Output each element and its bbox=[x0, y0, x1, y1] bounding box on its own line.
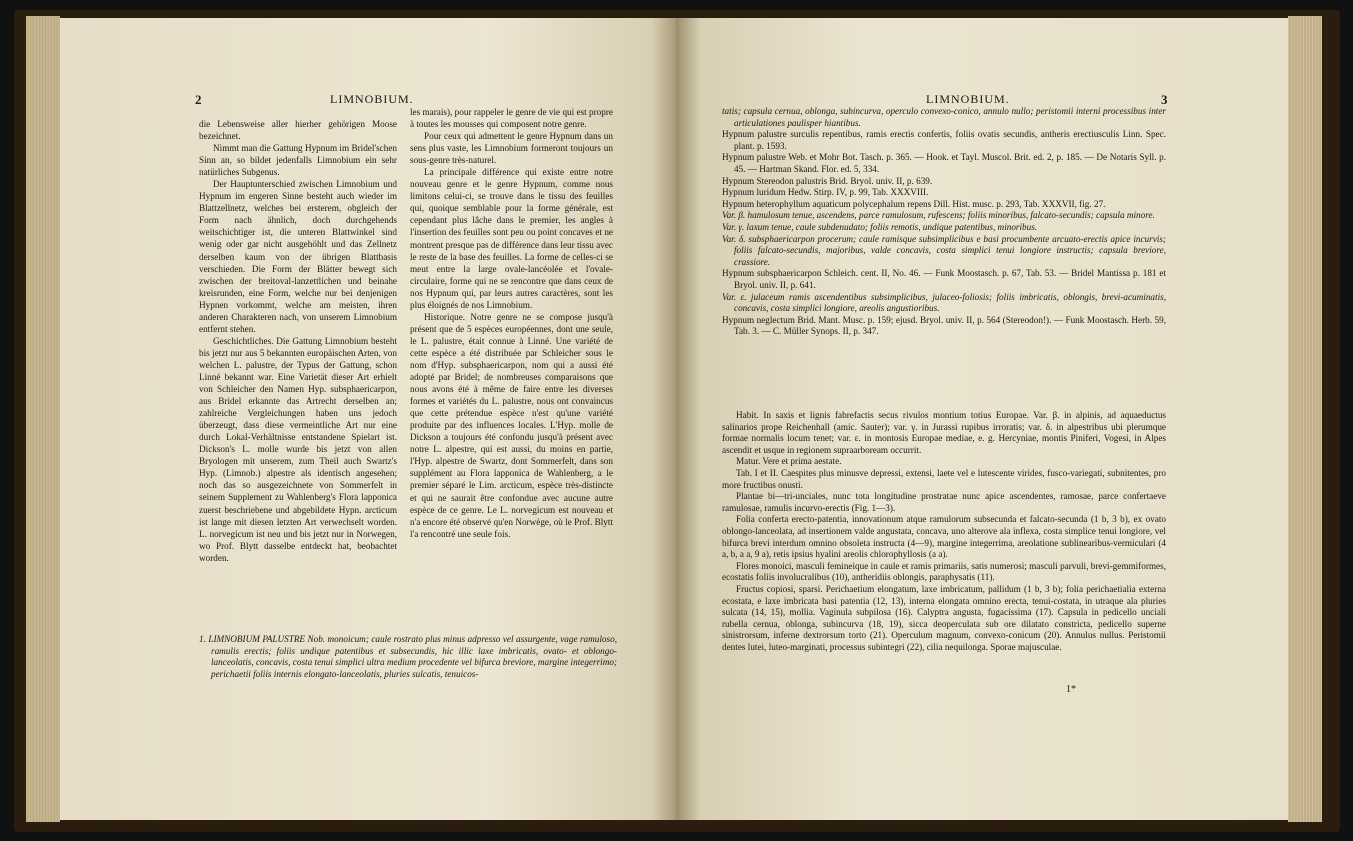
synonym-line: Hypnum palustre Web. et Mohr Bot. Tasch. p. 365. — Hook. et Tayl. Muscol. Brit. ed. 2, p. 185. — De Notaris Syll. p. 45. — Hartman Skand. Flor. ed. 5, 334. bbox=[722, 152, 1166, 174]
french-column bbox=[410, 106, 613, 540]
page-edges-left bbox=[26, 16, 60, 822]
paragraph: Der Hauptunterschied zwischen Limnobium und Hypnum im engeren Sinne besteht auch wieder im Blattzellnetz, welches bei ersterem, obgleich der Form nach ähnlich, doch durchgehends weitschichtiger ist, die unteren Blattwinkel sind wenig oder gar nicht ausgehöhlt und das Zellnetz derselben kaum von der übrigen Blattbasis verschieden. Die Form der Blätter bewegt sich zwischen der breitoval-lanzettlichen und beinahe kreisrunden, eine Form, welche nur bei denjenigen Hypnen vorkommt, welche am meisten, ihren anderen Charakteren nach, von unserem Limnobium entfernt stehen. bbox=[199, 179, 397, 334]
variety-line: Var. δ. subsphaericarpon procerum; caule ramisque subsimplicibus e basi procumbente arcuato-erectis apice incurvis; foliis falcato-secundis, majoribus, valde concavis, costa simplici tenui longiore instructis; capsula breviore, crassiore. bbox=[722, 233, 1166, 267]
synonym-line: Hypnum Stereodon palustris Brid. Bryol. univ. II, p. 639. bbox=[722, 175, 933, 186]
synonymy-block bbox=[722, 106, 1166, 338]
paragraph: La principale différence qui existe entre notre nouveau genre et le genre Hypnum, comme nous limitons celui-ci, se trouve dans le tissu des feuilles qui, quoique semblable pour la forme générale, est cependant plus lâche dans le premier, les angles à l'insertion des feuilles sont peu ou point concaves et ne montrent presque pas de différence dans leur tissu avec le reste de la base des feuilles. La forme de celles-ci se meut entre la large ovale-lancéolée et l'ovale-circulaire, forme qui ne se rencontre que dans ceux de nos Hypnum qui, par leurs autres caractères, sont les plus éloignés de nos Limnobium. bbox=[410, 167, 613, 310]
paragraph: Folia conferta erecto-patentia, innovationum atque ramulorum subsecunda et falcato-secunda (1 b, 3 b), ex ovato oblongo-lanceolata, ad insertionem valde angustata, concava, uno alterove ala inflexa, costa simplice tenui longiore, vel bifurca brevi interdum omnino obsoleta instructa (4—9), margine integerrima, areolatione sublinearibus-vermiculari (4 a, b, a a, 9 a), retis ipsius hyalini areolis chlorophyllosis (a a). bbox=[722, 514, 1166, 560]
paragraph: die Lebensweise aller hierher gehörigen Moose bezeichnet. bbox=[199, 119, 397, 142]
paragraph: Nimmt man die Gattung Hypnum im Bridel'schen Sinn an, so bildet jedenfalls Limnobium ein sehr natürliches Subgenus. bbox=[199, 143, 397, 178]
signature-mark: 1* bbox=[1066, 684, 1076, 695]
paragraph: Plantae bi—tri-unciales, nunc tota longitudine prostratae nunc apice ascendentes, ramosae, parce confertaeve ramulosae, ramulis incurvo-erectis (Fig. 1—3). bbox=[722, 491, 1166, 513]
german-column bbox=[199, 118, 397, 564]
paragraph: Fructus copiosi, sparsi. Perichaetium elongatum, laxe imbricatum, pallidum (1 b, 3 b); folia perichaetialia externa ecostata, e laxe imbricata basi patentia (12, 13), interna elongata omnino erecta, tenui-costata, in utraque ala pluries sulcata (14, 15), mollia. Vaginula subpilosa (16). Calyptra angusta, fugacissima (17). Capsula in pedicello unciali rubella cernua, oblonga, subincurva (18, 19), sicca deoperculata sub ore dilatato constricta, pedicello superne sinistrorsum, inferne dextrorsum torto (21). Operculum magnum, convexo-conicum (20). Annulus nullus. Peristomii dentes lutei, luteo-marginati, processus subintegri (22), cilia nequilonga. Sporae majusculae. bbox=[722, 583, 1166, 652]
page-number-right: 3 bbox=[1161, 92, 1168, 107]
synonym-line: Hypnum palustre surculis repentibus, ramis erectis confertis, foliis ovatis secundis, antheris erectiusculis Linn. Spec. plant. p. 1593. bbox=[722, 129, 1166, 151]
paragraph: Geschichtliches. Die Gattung Limnobium besteht bis jetzt nur aus 5 bekannten europäischen Arten, von welchen L. palustre, der Typus der Gattung, schon Linné bekannt war. Eine Varietät dieser Art erhielt von Schleicher den Namen Hyp. subsphaericarpon, aus Bridel erkannte das Artrecht derselben an; zahlreiche Vergleichungen haben uns jedoch überzeugt, dass diese vermeintliche Art nur eine durch Lokal-Verhältnisse entstandene Spielart ist. Dickson's L. molle wurde bis jetzt von allen Bryologen mit unserem, zum Theil auch Swartz's Hyp. (Limnob.) alpestre als identisch angesehen; noch das so ausgezeichnete von Sommerfelt in seinem Supplement zu Wahlenberg's Flora lapponica zuerst beschriebene und abgebildete Hypn. arcticum ist lange mit diesen letzten Art verwechselt worden. L. norvegicum ist neu und bis jetzt nur in Norwegen, wo Prof. Blytt dasselbe entdeckt hat, beobachtet worden. bbox=[199, 335, 397, 563]
right-page bbox=[676, 18, 1288, 820]
page-edges-right bbox=[1288, 16, 1322, 822]
paragraph: Pour ceux qui admettent le genre Hypnum dans un sens plus vaste, les Limnobium formeront toujours un sous-genre très-naturel. bbox=[410, 131, 613, 166]
running-head-left: LIMNOBIUM. bbox=[330, 92, 414, 106]
paragraph: Tab. I et II. Caespites plus minusve depressi, extensi, laete vel e lutescente virides, fusco-variegati, subnitentes, pro more fructibus onusti. bbox=[722, 467, 1166, 490]
synonym-line: Hypnum heterophyllum aquaticum polycephalum repens Dill. Hist. musc. p. 293, Tab. XXXVII, fig. 27. bbox=[722, 198, 1106, 209]
paragraph: Habit. In saxis et lignis fabrefactis secus rivulos montium totius Europae. Var. β. in alpinis, ad aquaeductus salinarios prope Reichenhall (amic. Sauter); var. γ. in Jurassi rupibus irroratis; var. δ. in alpestribus ubi plerumque formae normalis locum tenet; var. ε. in montosis Europae mediae, e. g. Hercyniae, montis Piniferi, Vogesi, in Alpes ascendit et usque in regionem supraarboream occurrit. bbox=[722, 410, 1166, 455]
paragraph: les marais), pour rappeler le genre de vie qui est propre à toutes les mousses qui composent notre genre. bbox=[410, 107, 613, 130]
synonym-line: Hypnum luridum Hedw. Stirp. IV, p. 99, Tab. XXXVIII. bbox=[722, 187, 929, 198]
paragraph: Historique. Notre genre ne se compose jusqu'à présent que de 5 espèces européennes, dont une seule, le L. palustre, était connue à Linné. Une variété de cette espèce a été distribuée par Schleicher sous le nom d'Hyp. subsphaericarpon, nom qui a aussi été adopté par Bridel; de nombreuses comparaisons que nous avons été à même de faire entre les diverses formes et variétés du L. palustre, nous ont convaincus que cette prétendue espèce n'est qu'une variété produite par des influences locales. L'Hyp. molle de Dickson a toujours été confondu jusqu'à présent avec notre L. alpestre, qui est aussi, du moins en partie, l'Hyp. alpestre de Swartz, dont Sommerfelt, dans son supplément au Flora lapponica de Wahlenberg, a le premier séparé le Lim. arcticum, espèce très-distincte et qui ne saurait être confondue avec aucune autre espèce de ce genre. Le L. norvegicum est nouveau et n'a encore été observé qu'en Norwège, où le Prof. Blytt l'a rencontré une seule fois. bbox=[410, 311, 613, 539]
synonym-line: Hypnum subsphaericarpon Schleich. cent. II, No. 46. — Funk Moostasch. p. 67, Tab. 53. — Bridel Mantissa p. 181 et Bryol. univ. II, p. 641. bbox=[722, 268, 1166, 290]
variety-line: Var. ε. julaceum ramis ascendentibus subsimplicibus, julaceo-foliosis; foliis imbricatis, oblongis, brevi-acuminatis, concavis, costa simplici longiore, areolis angustioribus. bbox=[722, 291, 1166, 314]
running-head-right: LIMNOBIUM. bbox=[926, 92, 1010, 106]
species-diagnosis: 1. LIMNOBIUM PALUSTRE Nob. monoicum; caule rostrato plus minus adpresso vel assurgente, vage ramuloso, ramulis erectis; foliis undique patentibus et subsecundis, hic illic laxe imbricatis, ovato- et oblongo-lanceolatis, concavis, costa tenui simplici ultra medium procedente vel bifurca breviore, margine integerrimo; perichaetii foliis internis elongato-lanceolatis, pluries sulcatis, tenuicos- bbox=[199, 634, 617, 679]
description-block bbox=[722, 410, 1166, 653]
variety-line: Var. γ. laxum tenue, caule subdenudato; foliis remotis, undique patentibus, minoribus. bbox=[722, 221, 1038, 232]
page-number-left: 2 bbox=[195, 92, 202, 107]
species-entry bbox=[199, 634, 617, 680]
paragraph: Matur. Vere et prima aestate. bbox=[736, 456, 842, 467]
synonym-line: Hypnum neglectum Brid. Mant. Musc. p. 159; ejusd. Bryol. univ. II, p. 564 (Stereodon!). — Funk Moostasch. Herb. 59, Tab. 3. — C. Müller Synops. II, p. 347. bbox=[722, 314, 1166, 337]
left-page bbox=[60, 18, 676, 820]
paragraph: Flores monoici, masculi femineique in caule et ramis primariis, satis numerosi; masculi parvuli, brevi-gemmiformes, ecostatis foliis involucralibus (10), antheridiis oblongis, paraphysatis (11). bbox=[722, 560, 1166, 583]
variety-line: Var. β. hamulosum tenue, ascendens, parce ramulosum, rufescens; foliis minoribus, falcato-secundis; capsula minore. bbox=[722, 210, 1155, 221]
synonym-line: tatis; capsula cernua, oblonga, subincurva, operculo convexo-conico, annulo nullo; peristomii interni processibus inter articulationes paulisper hiantibus. bbox=[722, 106, 1166, 128]
